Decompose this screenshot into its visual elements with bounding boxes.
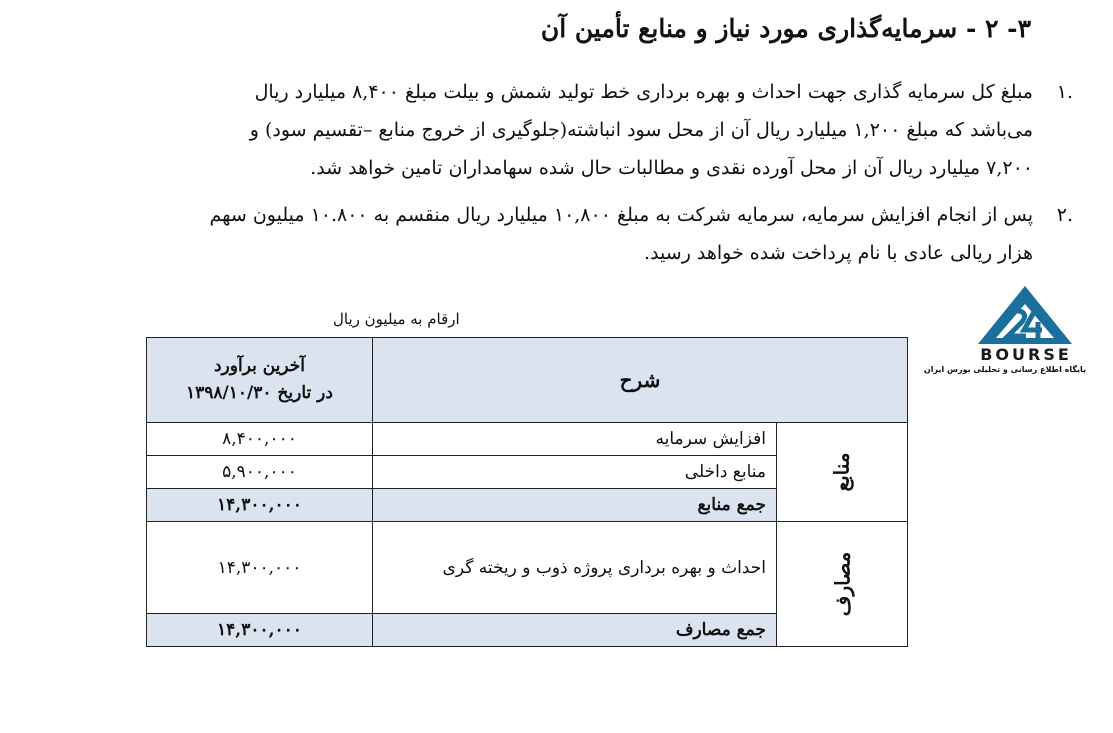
table-row [147, 522, 908, 614]
sources-group-label: منابع [777, 423, 908, 522]
paragraph-2-number: .۲ [1056, 204, 1073, 226]
row-description: احداث و بهره برداری پروژه ذوب و ریخته گری [373, 522, 777, 614]
uses-total-label: جمع مصارف [373, 614, 777, 647]
table-header-row [147, 338, 908, 423]
logo-text: BOURSE [980, 345, 1072, 364]
paragraph-2-line-1: پس از انجام افزایش سرمایه، سرمایه شرکت به مبلغ ۱۰,۸۰۰ میلیارد ریال منقسم به ۱۰.۸۰۰ میلیون سهم [209, 204, 1033, 226]
row-amount: ۵,۹۰۰,۰۰۰ [147, 456, 373, 489]
row-amount: ۱۴,۳۰۰,۰۰۰ [147, 522, 373, 614]
logo-subtitle: پایگاه اطلاع رسانی و تحلیلی بورس ایران [923, 365, 1086, 374]
sources-total-amount: ۱۴,۳۰۰,۰۰۰ [147, 489, 373, 522]
paragraph-2-line-2: هزار ریالی عادی با نام پرداخت شده خواهد رسید. [644, 242, 1033, 264]
header-amount [147, 338, 373, 423]
paragraph-1-line-3: ۷,۲۰۰ میلیارد ریال آن از محل آورده نقدی و مطالبات حال شده سهامداران تامین خواهد شد. [310, 157, 1033, 179]
paragraph-2 [33, 196, 1073, 272]
paragraph-1-number: .۱ [1056, 81, 1073, 103]
header-description: شرح [373, 338, 908, 423]
sources-uses-table [146, 337, 908, 647]
table-row [147, 423, 908, 456]
section-heading: ۳- ۲ - سرمایه‌گذاری مورد نیاز و منابع تأمین آن [540, 14, 1031, 43]
header-amount-line-2: در تاریخ ۱۳۹۸/۱۰/۳۰ [186, 383, 333, 403]
uses-group-label: مصارف [777, 522, 908, 647]
paragraph-1 [33, 73, 1073, 187]
sources-total-label: جمع منابع [373, 489, 777, 522]
row-amount: ۸,۴۰۰,۰۰۰ [147, 423, 373, 456]
row-description: افزایش سرمایه [373, 423, 777, 456]
uses-total-amount: ۱۴,۳۰۰,۰۰۰ [147, 614, 373, 647]
unit-note: ارقام به میلیون ریال [333, 310, 460, 328]
row-description: منابع داخلی [373, 456, 777, 489]
paragraph-1-line-1: مبلغ کل سرمایه گذاری جهت احداث و بهره برداری خط تولید شمش و بیلت مبلغ ۸,۴۰۰ میلیارد ریال [254, 81, 1033, 103]
header-amount-line-1: آخرین برآورد [213, 356, 306, 376]
paragraph-1-line-2: می‌باشد که مبلغ ۱,۲۰۰ میلیارد ریال آن از محل سود انباشته(جلوگیری از خروج منابع –تقسیم سود) و [249, 119, 1033, 141]
